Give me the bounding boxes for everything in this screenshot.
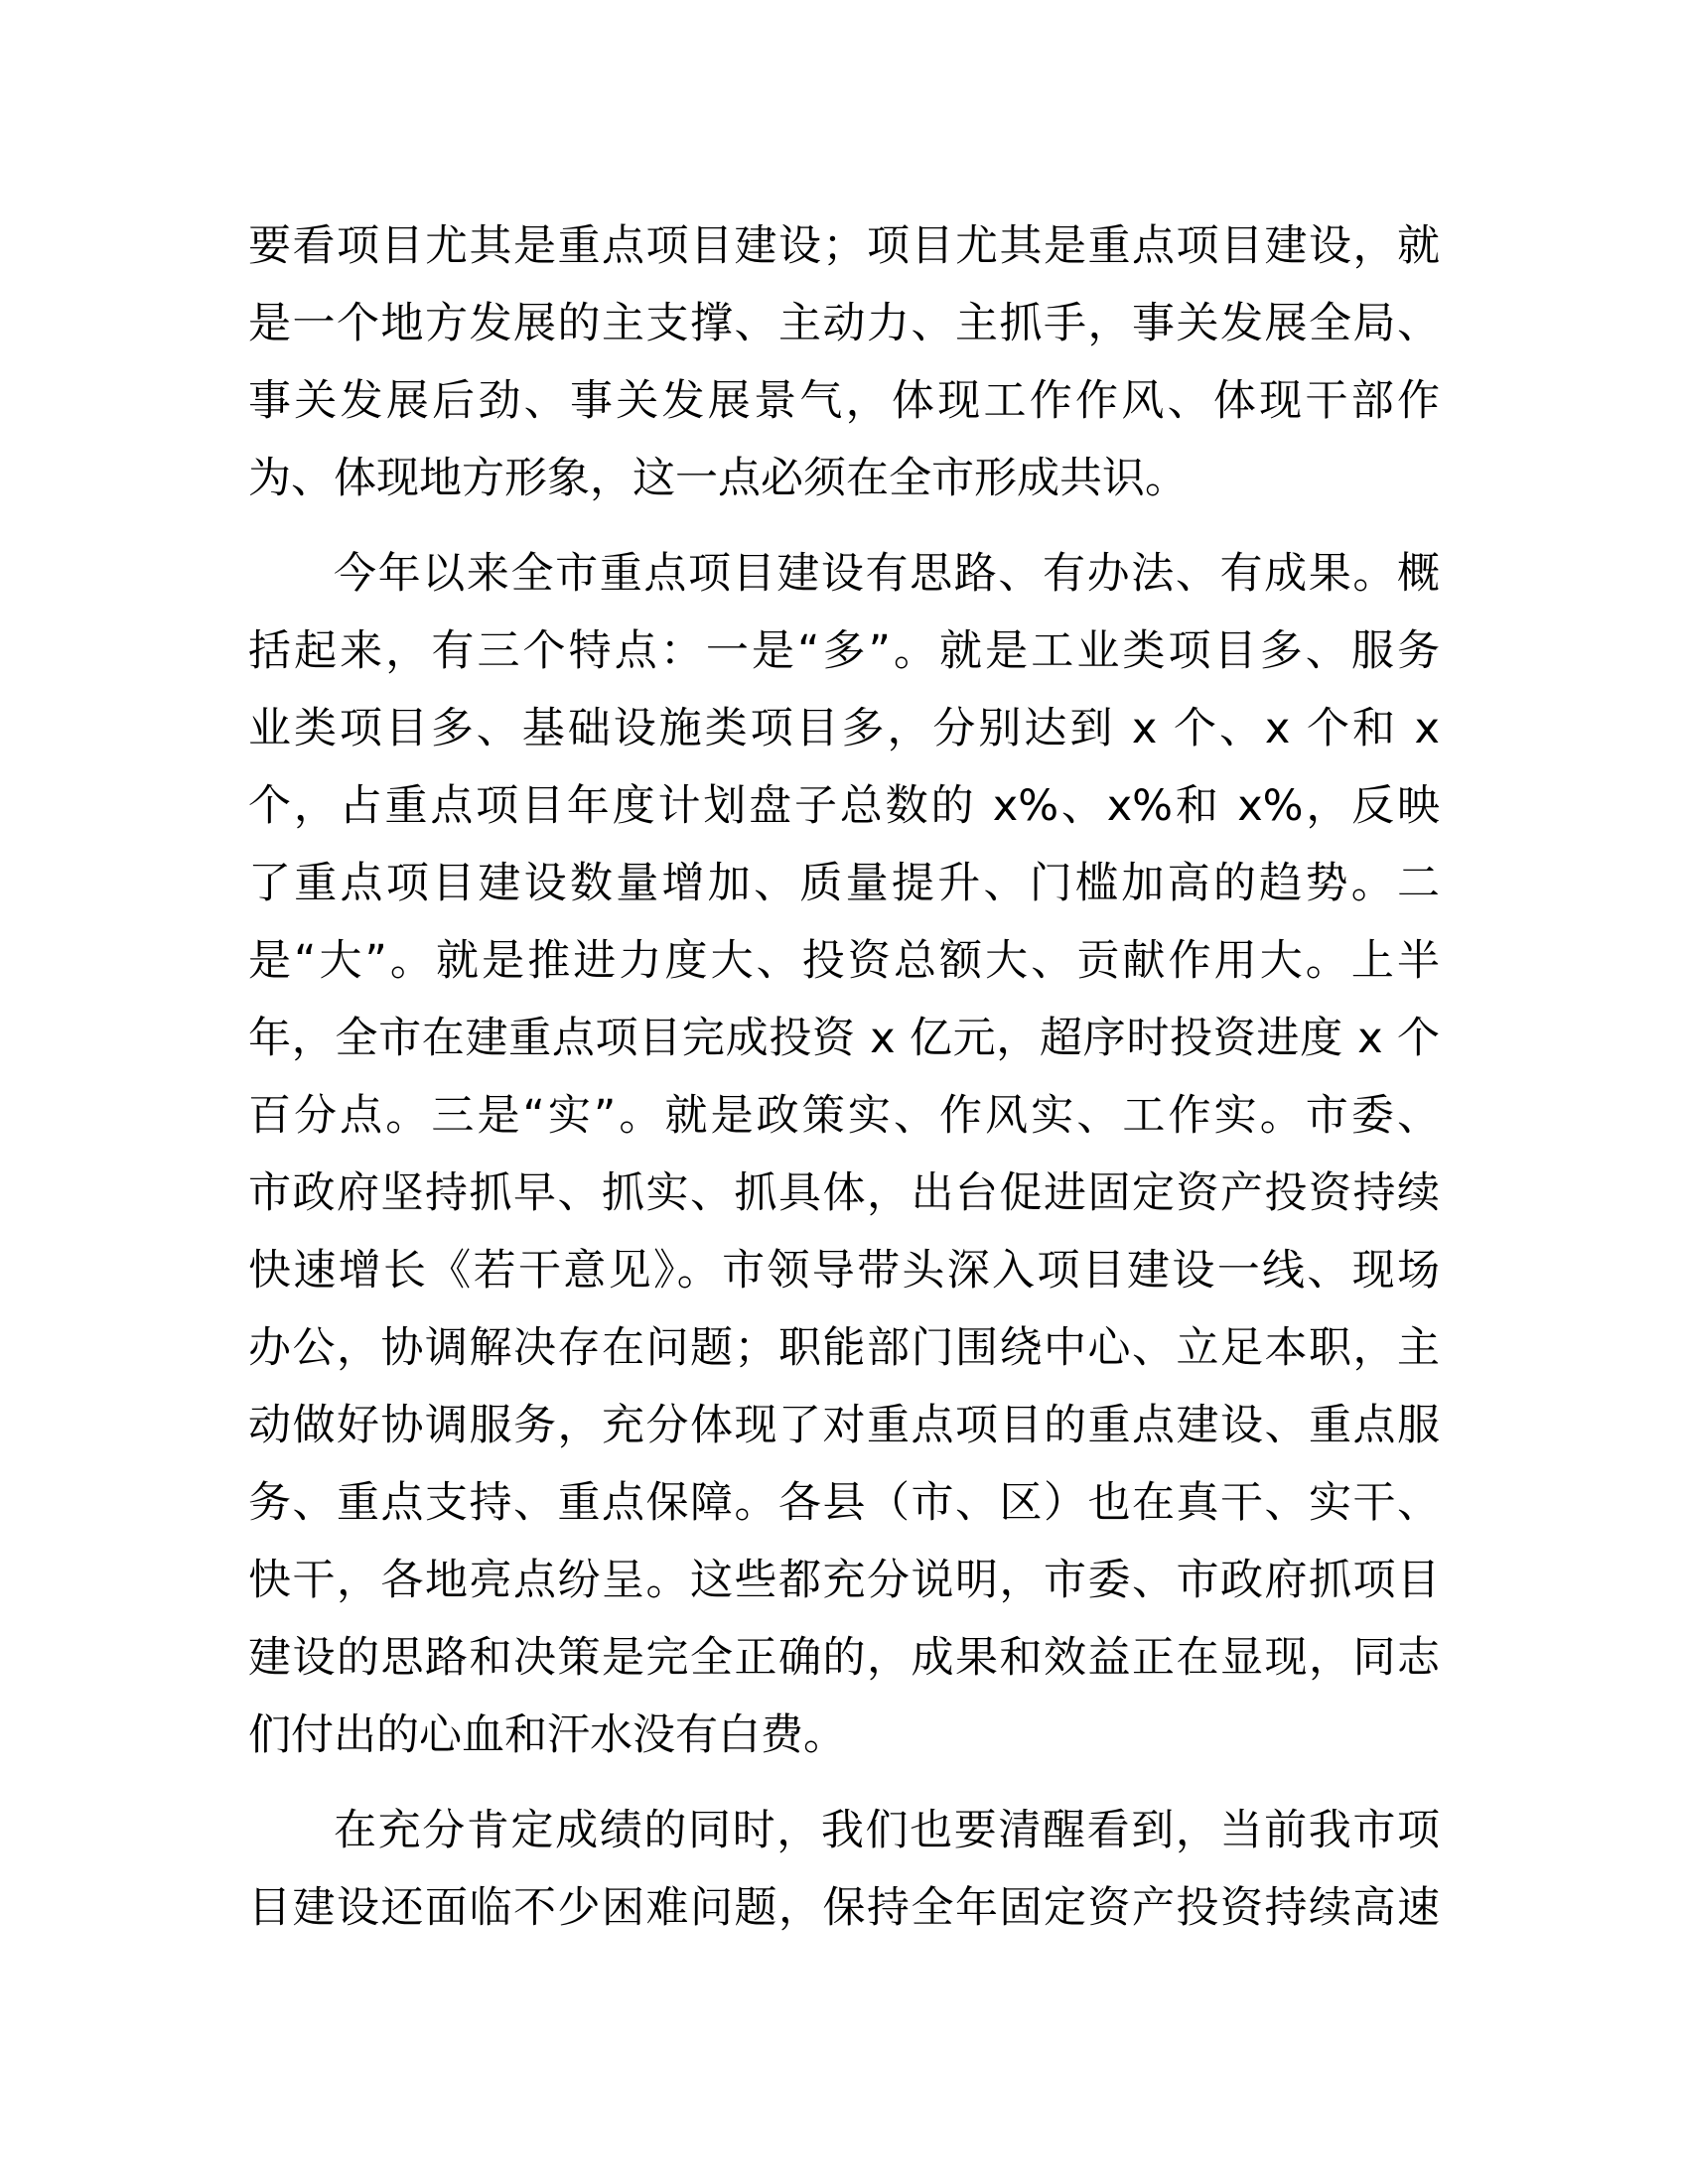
- text-line: 办公，协调解决存在问题；职能部门围绕中心、立足本职，主: [248, 1323, 1440, 1373]
- document-body: [248, 207, 1440, 1947]
- paragraph: [248, 1792, 1440, 1947]
- text-line: 了重点项目建设数量增加、质量提升、门槛加高的趋势。二: [248, 859, 1440, 908]
- text-line: 们付出的心血和汗水没有白费。: [248, 1710, 846, 1760]
- text-line: 业类项目多、基础设施类项目多，分别达到 x 个、x 个和 x: [248, 704, 1440, 753]
- text-line: 今年以来全市重点项目建设有思路、有办法、有成果。概: [334, 549, 1440, 599]
- text-line: 动做好协调服务，充分体现了对重点项目的重点建设、重点服: [248, 1401, 1440, 1450]
- text-line: 为、体现地方形象，这一点必须在全市形成共识。: [248, 454, 1188, 503]
- text-line: 百分点。三是“实”。就是政策实、作风实、工作实。市委、: [248, 1091, 1440, 1141]
- text-line: 括起来，有三个特点：一是“多”。就是工业类项目多、服务: [248, 626, 1440, 676]
- text-line: 建设的思路和决策是完全正确的，成果和效益正在显现，同志: [248, 1633, 1440, 1683]
- paragraph: [248, 207, 1440, 517]
- text-line: 要看项目尤其是重点项目建设；项目尤其是重点项目建设，就: [248, 221, 1440, 271]
- text-line: 个，占重点项目年度计划盘子总数的 x%、x%和 x%，反映: [248, 781, 1440, 831]
- text-line: 年，全市在建重点项目完成投资 x 亿元，超序时投资进度 x 个: [248, 1014, 1440, 1063]
- text-line: 是“大”。就是推进力度大、投资总额大、贡献作用大。上半: [248, 936, 1440, 986]
- text-line: 市政府坚持抓早、抓实、抓具体，出台促进固定资产投资持续: [248, 1168, 1440, 1218]
- paragraph: [248, 535, 1440, 1774]
- text-line: 是一个地方发展的主支撑、主动力、主抓手，事关发展全局、: [248, 299, 1440, 348]
- text-line: 在充分肯定成绩的同时，我们也要清醒看到，当前我市项: [334, 1806, 1440, 1855]
- text-line: 事关发展后劲、事关发展景气，体现工作作风、体现干部作: [248, 376, 1440, 426]
- text-line: 快干，各地亮点纷呈。这些都充分说明，市委、市政府抓项目: [248, 1556, 1440, 1605]
- text-line: 目建设还面临不少困难问题，保持全年固定资产投资持续高速: [248, 1883, 1440, 1933]
- text-line: 务、重点支持、重点保障。各县（市、区）也在真干、实干、: [248, 1478, 1440, 1528]
- text-line: 快速增长《若干意见》。市领导带头深入项目建设一线、现场: [248, 1246, 1440, 1296]
